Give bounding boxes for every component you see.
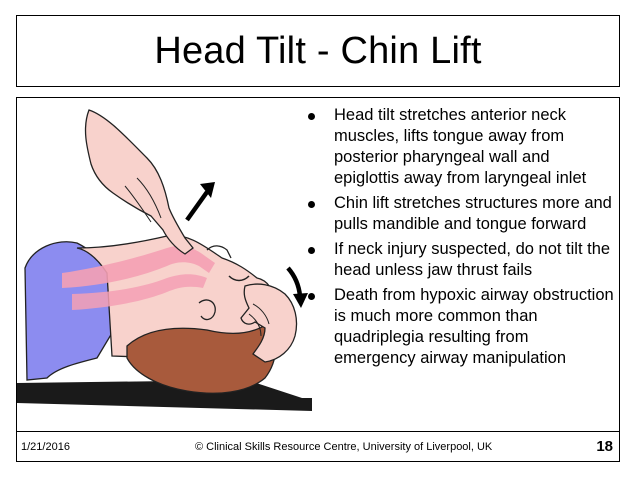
bullet-dot bbox=[308, 247, 315, 254]
bullet-list bbox=[304, 105, 614, 373]
bullet-item bbox=[304, 239, 614, 281]
bullet-text: Head tilt stretches anterior neck muscles, lifts tongue away from posterior pharyngeal wall and epiglottis away from laryngeal inlet bbox=[334, 106, 587, 187]
bullet-text: Chin lift stretches structures more and pulls mandible and tongue forward bbox=[334, 194, 612, 233]
footer-date: 1/21/2016 bbox=[21, 441, 70, 453]
slide-title: Head Tilt - Chin Lift bbox=[154, 29, 482, 72]
ear bbox=[199, 300, 215, 320]
bullet-dot bbox=[308, 201, 315, 208]
footer-credit: © Clinical Skills Resource Centre, University of Liverpool, UK bbox=[195, 441, 493, 453]
bullet-dot bbox=[308, 293, 315, 300]
page-number: 18 bbox=[596, 438, 613, 455]
head-tilt-chin-lift-illustration bbox=[17, 98, 312, 431]
bullet-dot bbox=[308, 113, 315, 120]
bullet-text: Death from hypoxic airway obstruction is much more common than quadriplegia resulting from emergency airway manipulation bbox=[334, 286, 614, 367]
title-box bbox=[16, 15, 620, 87]
bullet-text: If neck injury suspected, do not tilt the head unless jaw thrust fails bbox=[334, 240, 611, 279]
content-box bbox=[16, 97, 620, 462]
bullet-item bbox=[304, 285, 614, 369]
bullet-item bbox=[304, 105, 614, 189]
slide-footer bbox=[17, 432, 619, 462]
arrow-up-icon bbox=[187, 182, 215, 220]
bullet-item bbox=[304, 193, 614, 235]
hand-chin-lift-icon bbox=[85, 110, 193, 254]
